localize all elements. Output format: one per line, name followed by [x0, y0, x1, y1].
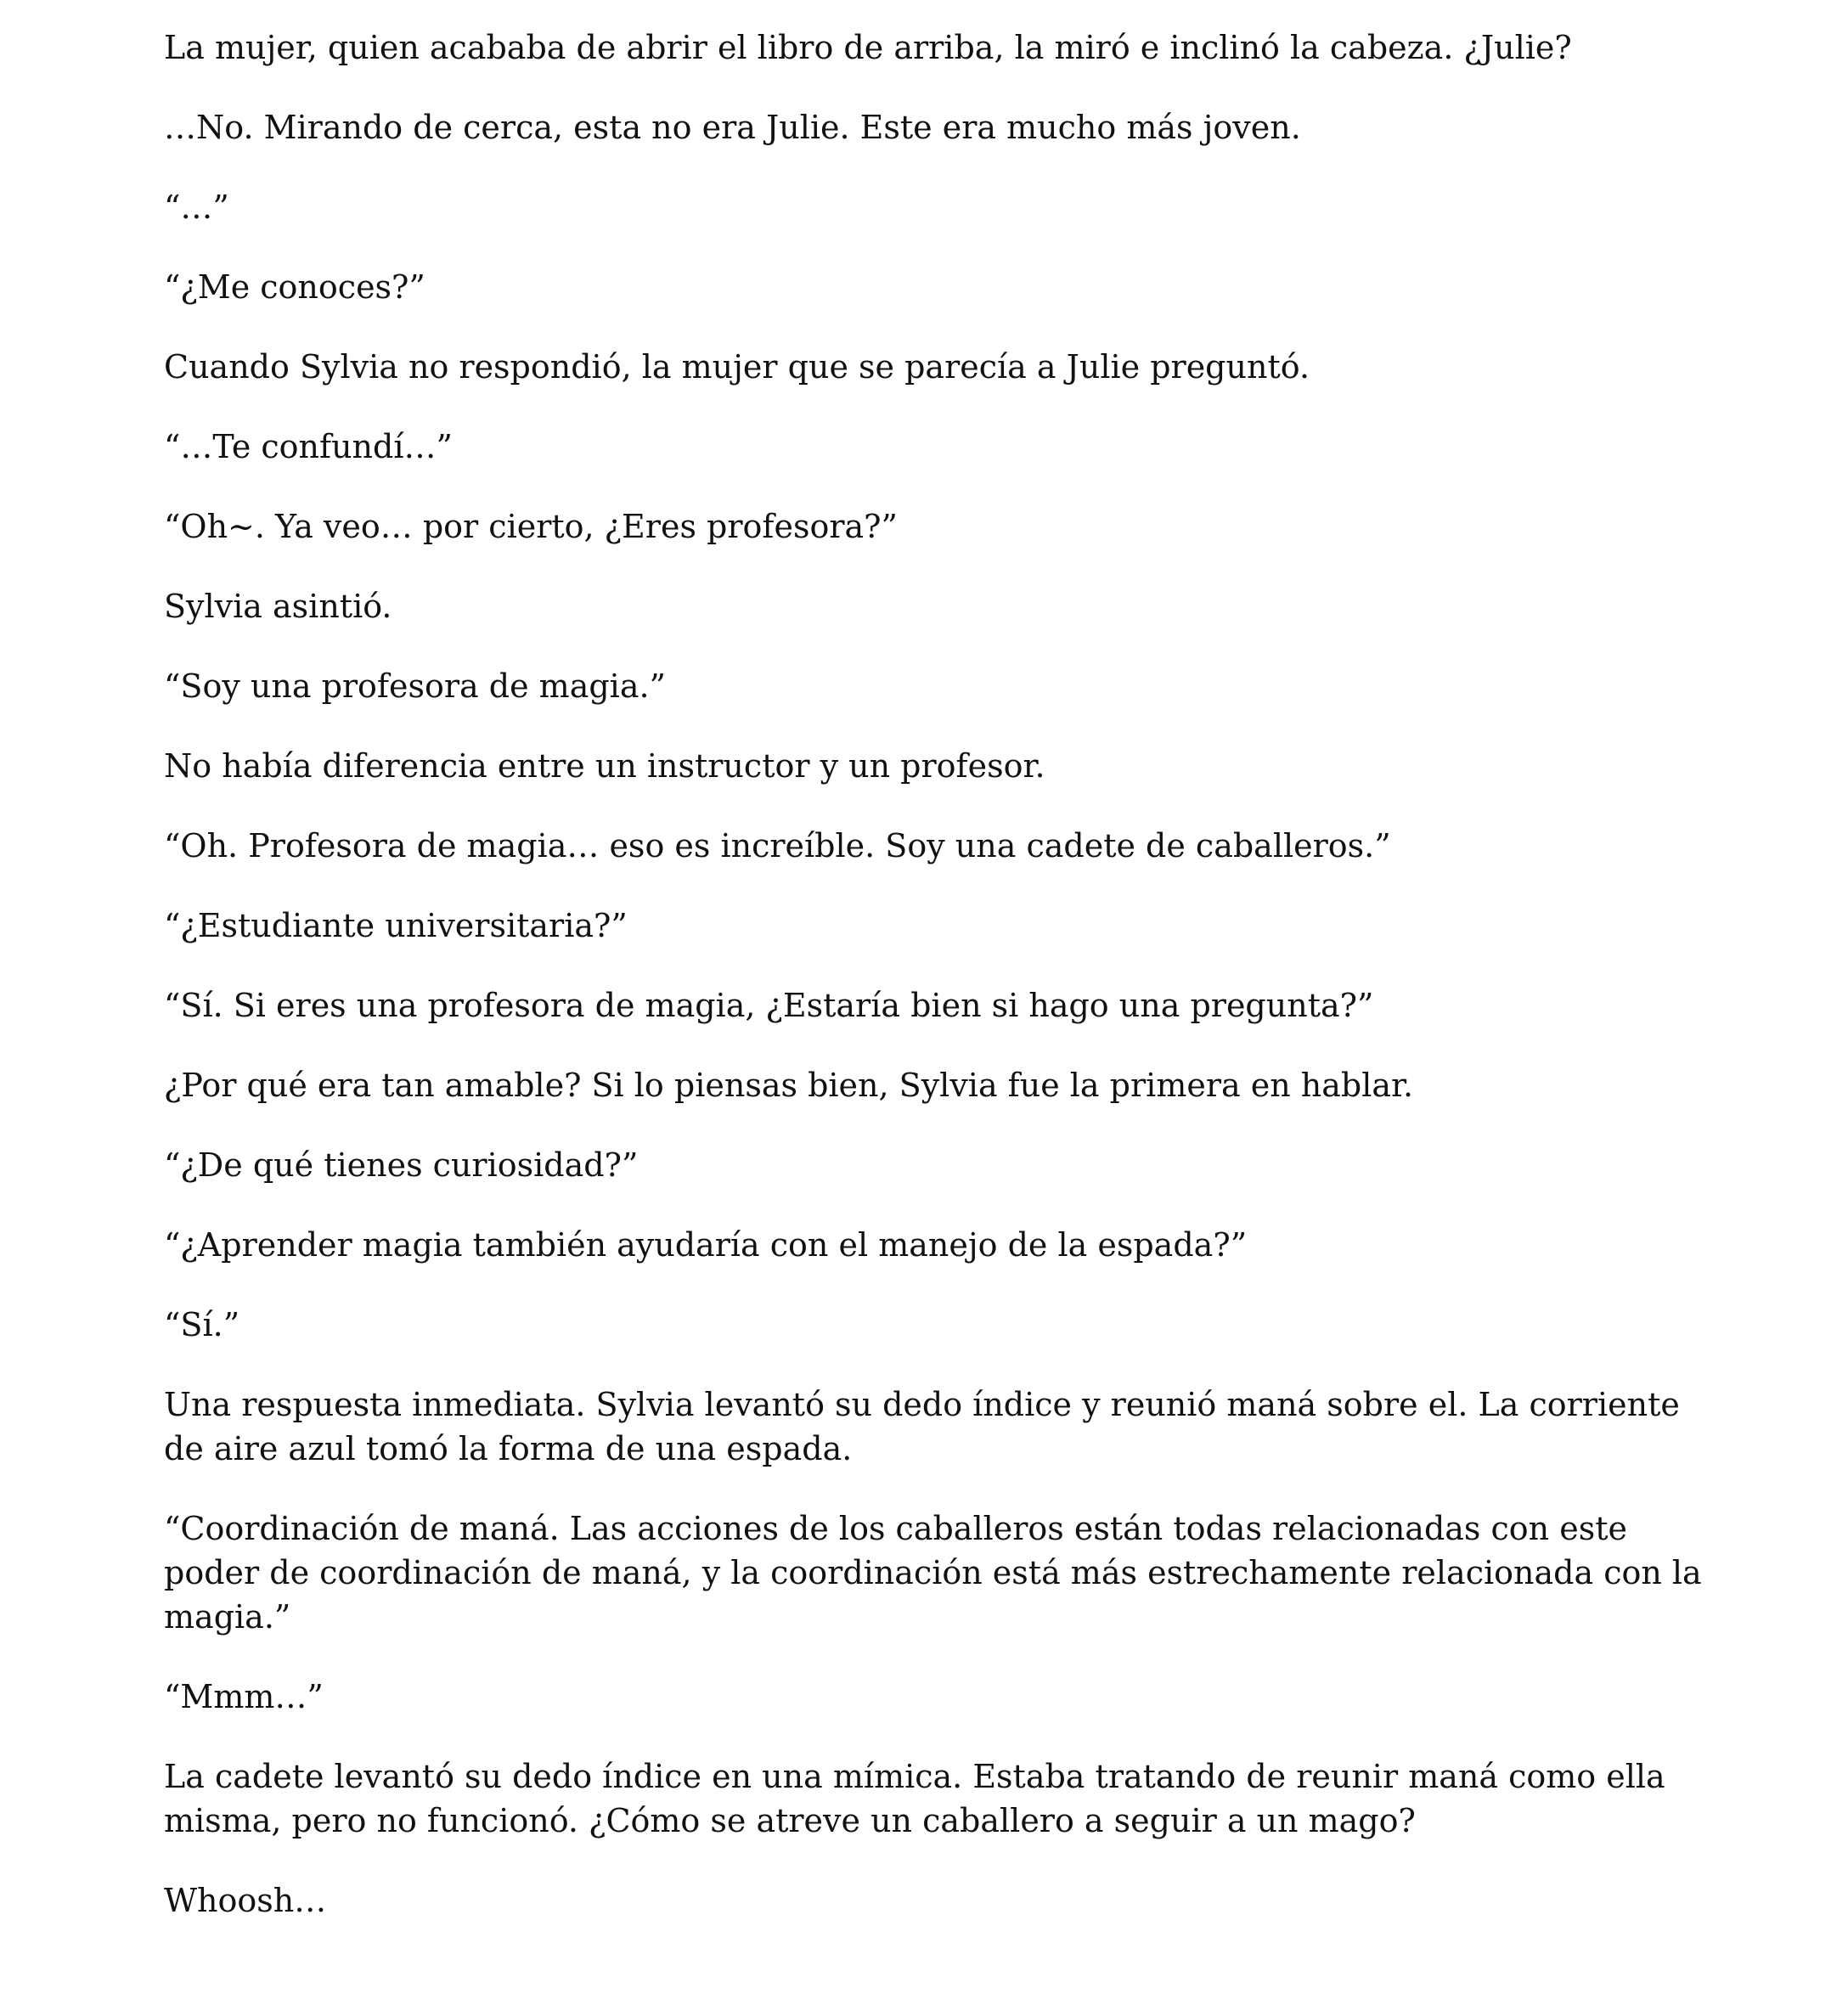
- paragraph: La mujer, quien acababa de abrir el libro de arriba, la miró e inclinó la cabeza. ¿Julie?: [164, 29, 1572, 66]
- paragraph: “…”: [164, 189, 229, 226]
- paragraph: “Oh. Profesora de magia… eso es increíble. Soy una cadete de caballeros.”: [164, 827, 1391, 864]
- paragraph: Whoosh…: [164, 1882, 327, 1919]
- paragraph: “¿Aprender magia también ayudaría con el manejo de la espada?”: [164, 1226, 1248, 1264]
- paragraph: …No. Mirando de cerca, esta no era Julie. Este era mucho más joven.: [164, 109, 1301, 146]
- paragraph: “¿Estudiante universitaria?”: [164, 907, 628, 944]
- paragraph: Una respuesta inmediata. Sylvia levantó su dedo índice y reunió maná sobre el. La corriente de aire azul tomó la forma de una espada.: [164, 1386, 1680, 1467]
- paragraph: “Soy una profesora de magia.”: [164, 667, 666, 705]
- document-page: [164, 25, 1710, 1958]
- paragraph: “Sí. Si eres una profesora de magia, ¿Estaría bien si hago una pregunta?”: [164, 987, 1374, 1024]
- paragraph: “…Te confundí…”: [164, 428, 453, 465]
- paragraph: “Sí.”: [164, 1306, 240, 1343]
- paragraph: La cadete levantó su dedo índice en una mímica. Estaba tratando de reunir maná como ella misma, pero no funcionó. ¿Cómo se atreve un caballero a seguir a un mago?: [164, 1758, 1665, 1839]
- paragraph: “¿Me conoces?”: [164, 268, 425, 306]
- paragraph: No había diferencia entre un instructor y un profesor.: [164, 747, 1045, 785]
- paragraph: ¿Por qué era tan amable? Si lo piensas bien, Sylvia fue la primera en hablar.: [164, 1067, 1414, 1104]
- paragraph: Cuando Sylvia no respondió, la mujer que se parecía a Julie preguntó.: [164, 348, 1310, 386]
- paragraph: “Mmm…”: [164, 1678, 324, 1715]
- paragraph: “Coordinación de maná. Las acciones de los caballeros están todas relacionadas con este poder de coordinación de maná, y la coordinación está más estrechamente relacionada con la magia.”: [164, 1510, 1702, 1636]
- paragraph: Sylvia asintió.: [164, 588, 392, 625]
- paragraph: “¿De qué tienes curiosidad?”: [164, 1146, 639, 1184]
- paragraph: “Oh~. Ya veo… por cierto, ¿Eres profesora?”: [164, 508, 898, 545]
